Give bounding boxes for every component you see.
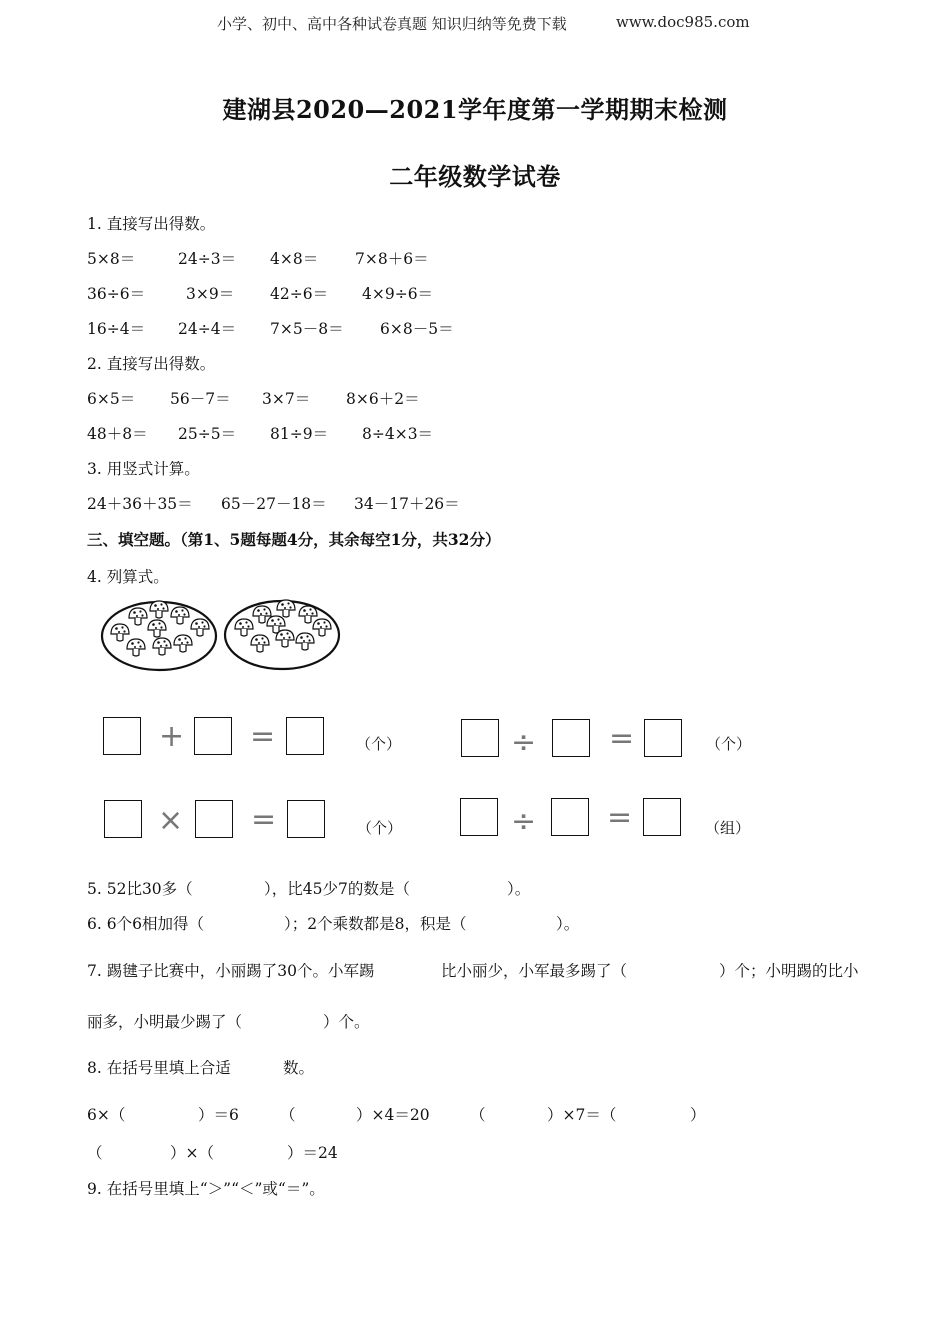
unit-label: （个） <box>356 735 402 753</box>
q8-item: ）＝24 <box>287 1144 338 1162</box>
answer-box[interactable] <box>194 717 232 755</box>
q2-item: 81÷9＝ <box>270 425 329 443</box>
q1-item: 24÷3＝ <box>178 250 237 268</box>
q8-label-b: 数。 <box>283 1059 315 1077</box>
plus-sign: + <box>159 719 185 754</box>
q2-item: 8÷4×3＝ <box>362 425 434 443</box>
q7-part-c: ）个；小明踢的比小 <box>719 962 859 980</box>
q8-item: ）＝6 <box>198 1106 239 1124</box>
q8-item: （ <box>87 1144 103 1162</box>
q1-item: 36÷6＝ <box>87 285 146 303</box>
header-url[interactable]: www.doc985.com <box>616 13 750 31</box>
q1-item: 42÷6＝ <box>270 285 329 303</box>
question-1-label: 1. 直接写出得数。 <box>87 215 216 233</box>
answer-box[interactable] <box>461 719 499 757</box>
answer-box[interactable] <box>104 800 142 838</box>
answer-box[interactable] <box>287 800 325 838</box>
answer-box[interactable] <box>552 719 590 757</box>
answer-box[interactable] <box>644 719 682 757</box>
q8-item: ）×7＝（ <box>547 1106 617 1124</box>
q1-item: 24÷4＝ <box>178 320 237 338</box>
q8-label-a: 8. 在括号里填上合适 <box>87 1059 231 1077</box>
question-2-label: 2. 直接写出得数。 <box>87 355 216 373</box>
q3-item: 65－27－18＝ <box>221 495 327 513</box>
answer-box[interactable] <box>460 798 498 836</box>
q1-item: 7×5－8＝ <box>270 320 344 338</box>
answer-box[interactable] <box>195 800 233 838</box>
q5-part-b: ），比45少7的数是（ <box>264 880 410 898</box>
answer-box[interactable] <box>103 717 141 755</box>
q1-item: 6×8－5＝ <box>380 320 454 338</box>
unit-label: （组） <box>705 819 751 837</box>
q1-item: 7×8＋6＝ <box>355 250 429 268</box>
header-text: 小学、初中、高中各种试卷真题 知识归纳等免费下载 <box>217 15 567 33</box>
q1-item: 4×9÷6＝ <box>362 285 434 303</box>
q1-item: 5×8＝ <box>87 250 136 268</box>
times-sign: × <box>158 803 184 838</box>
equals-sign: = <box>607 800 633 835</box>
q1-item: 16÷4＝ <box>87 320 146 338</box>
mushroom-plates-illustration <box>100 598 345 674</box>
question-3-label: 3. 用竖式计算。 <box>87 460 200 478</box>
equals-sign: = <box>609 721 635 756</box>
q6-part-b: ）；2个乘数都是8，积是（ <box>284 915 467 933</box>
q8-item: 6×（ <box>87 1106 126 1124</box>
q2-item: 25÷5＝ <box>178 425 237 443</box>
q8-item: ）×4＝20 <box>356 1106 430 1124</box>
answer-box[interactable] <box>551 798 589 836</box>
q2-item: 8×6＋2＝ <box>346 390 420 408</box>
q8-item: （ <box>280 1106 296 1124</box>
unit-label: （个） <box>706 735 752 753</box>
q5-part-c: ）。 <box>507 880 531 898</box>
page-subtitle: 二年级数学试卷 <box>389 162 561 191</box>
q1-item: 4×8＝ <box>270 250 319 268</box>
q2-item: 56－7＝ <box>170 390 231 408</box>
equals-sign: = <box>251 802 277 837</box>
q2-item: 3×7＝ <box>262 390 311 408</box>
q7-part-b: 比小丽少，小军最多踢了（ <box>441 962 628 980</box>
q8-item: （ <box>470 1106 486 1124</box>
q8-item: ）×（ <box>170 1144 214 1162</box>
q2-item: 6×5＝ <box>87 390 136 408</box>
section-3-heading: 三、填空题。（第1、5题每题4分，其余每空1分，共32分） <box>87 530 501 549</box>
equals-sign: = <box>250 719 276 754</box>
page-title: 建湖县2020—2021学年度第一学期期末检测 <box>222 95 728 124</box>
answer-box[interactable] <box>286 717 324 755</box>
q6-part-c: ）。 <box>556 915 580 933</box>
q2-item: 48＋8＝ <box>87 425 148 443</box>
q3-item: 24＋36＋35＝ <box>87 495 193 513</box>
q8-item: ） <box>690 1106 706 1124</box>
divide-sign: ÷ <box>511 804 537 839</box>
q7-part-a: 7. 踢毽子比赛中，小丽踢了30个。小军踢 <box>87 962 375 980</box>
q7-part-d: 丽多，小明最少踢了（ <box>87 1013 243 1031</box>
unit-label: （个） <box>357 819 403 837</box>
answer-box[interactable] <box>643 798 681 836</box>
q5-part-a: 5. 52比30多（ <box>87 880 193 898</box>
divide-sign: ÷ <box>511 725 537 760</box>
q1-item: 3×9＝ <box>186 285 235 303</box>
q6-part-a: 6. 6个6相加得（ <box>87 915 204 933</box>
question-4-label: 4. 列算式。 <box>87 568 169 586</box>
q3-item: 34－17＋26＝ <box>354 495 460 513</box>
q7-part-e: ）个。 <box>323 1013 370 1031</box>
question-9-label: 9. 在括号里填上“＞”“＜”或“＝”。 <box>87 1180 325 1198</box>
